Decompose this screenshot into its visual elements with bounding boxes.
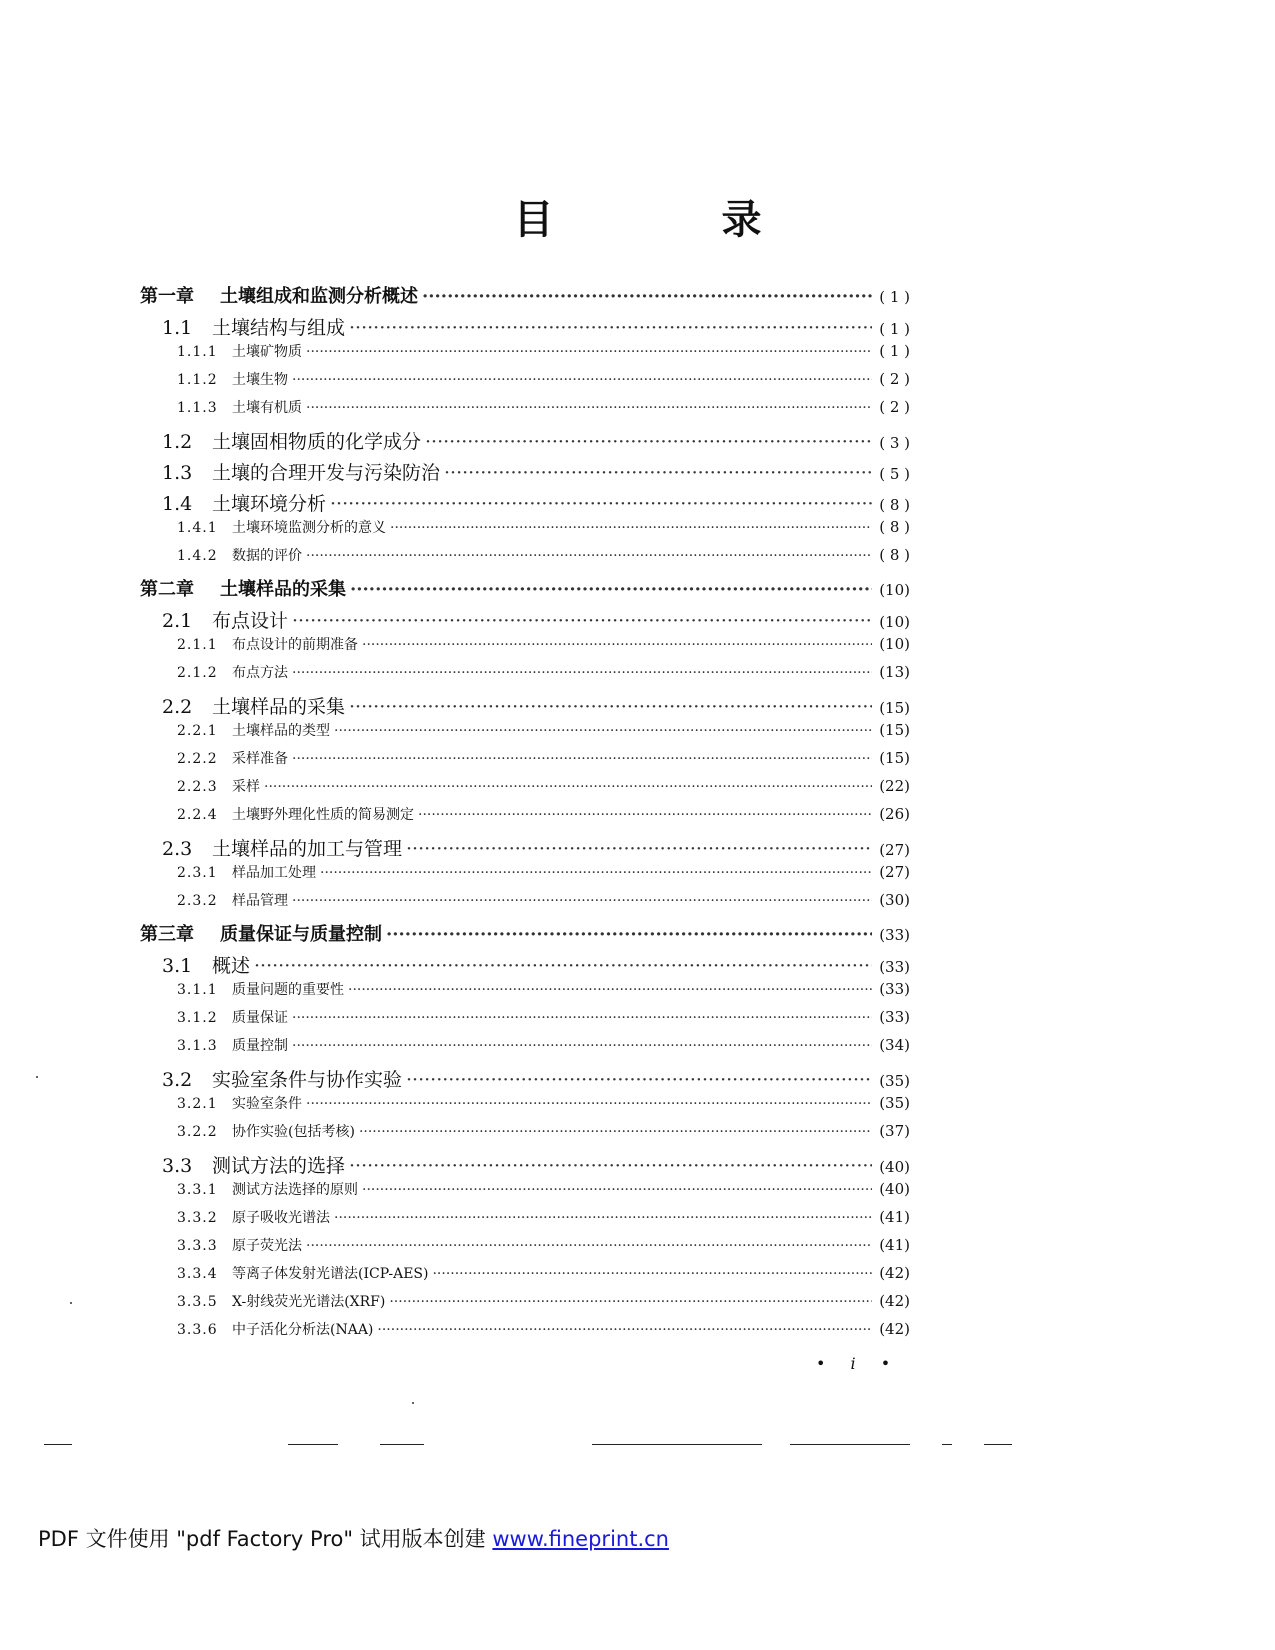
toc-leader-dots bbox=[390, 520, 872, 536]
toc-title: 目 录 bbox=[513, 196, 826, 243]
toc-entry-page: (35) bbox=[879, 1072, 910, 1090]
toc-entry-title: 土壤固相物质的化学成分 bbox=[212, 431, 422, 453]
toc-entry-number: 3.1.2 bbox=[177, 1010, 218, 1026]
toc-entry-title: 土壤样品的类型 bbox=[232, 723, 330, 739]
toc-entry-sub[interactable] bbox=[177, 1207, 910, 1227]
toc-entry-title: 布点方法 bbox=[232, 665, 288, 681]
toc-entry-number: 2.3 bbox=[162, 838, 193, 860]
toc-entry-sub[interactable] bbox=[177, 1007, 910, 1027]
toc-leader-dots bbox=[292, 665, 872, 681]
toc-entry-page: (10) bbox=[879, 581, 910, 599]
toc-leader-dots bbox=[334, 1210, 872, 1226]
toc-entry-page: ( 1 ) bbox=[879, 342, 910, 360]
toc-entry-page: (42) bbox=[879, 1292, 910, 1310]
toc-entry-number: 2.2.2 bbox=[177, 751, 218, 767]
toc-entry-page: (37) bbox=[879, 1122, 910, 1140]
toc-entry-sub[interactable] bbox=[177, 862, 910, 882]
toc-entry-number: 3.2.2 bbox=[177, 1124, 218, 1140]
toc-entry-title: 质量保证 bbox=[232, 1010, 288, 1026]
toc-entry-sub[interactable] bbox=[177, 662, 910, 682]
toc-entry-page: ( 8 ) bbox=[879, 496, 910, 514]
toc-entry-sub[interactable] bbox=[177, 1291, 910, 1311]
toc-entry-number: 3.3.1 bbox=[177, 1182, 218, 1198]
toc-entry-number: 2.2.3 bbox=[177, 779, 218, 795]
toc-entry-page: (13) bbox=[879, 663, 910, 681]
toc-leader-dots bbox=[264, 779, 872, 795]
toc-entry-page: (15) bbox=[879, 749, 910, 767]
toc-entry-section[interactable] bbox=[162, 427, 910, 454]
toc-entry-page: ( 1 ) bbox=[879, 288, 910, 306]
toc-entry-section[interactable] bbox=[162, 951, 910, 978]
toc-leader-dots bbox=[377, 1322, 872, 1338]
toc-entry-sub[interactable] bbox=[177, 1319, 910, 1339]
toc-entry-title: 实验室条件与协作实验 bbox=[212, 1069, 403, 1091]
toc-leader-dots bbox=[348, 982, 872, 998]
toc-entry-number: 第二章 bbox=[140, 579, 194, 600]
toc-entry-number: 2.2.4 bbox=[177, 807, 218, 823]
toc-entry-title: 土壤样品的采集 bbox=[220, 579, 346, 600]
toc-entry-number: 2.1.1 bbox=[177, 637, 218, 653]
toc-entry-section[interactable] bbox=[162, 1151, 910, 1178]
toc-entry-number: 3.3.3 bbox=[177, 1238, 218, 1254]
toc-entry-section[interactable] bbox=[162, 834, 910, 861]
toc-entry-section[interactable] bbox=[162, 1065, 910, 1092]
toc-entry-number: 3.3.2 bbox=[177, 1210, 218, 1226]
scan-rule bbox=[288, 1444, 338, 1445]
toc-entry-sub[interactable] bbox=[177, 397, 910, 417]
footer-text: PDF 文件使用 "pdf Factory Pro" 试用版本创建 bbox=[38, 1527, 493, 1551]
toc-entry-page: (33) bbox=[879, 926, 910, 944]
toc-entry-page: (30) bbox=[879, 891, 910, 909]
toc-entry-title: 土壤结构与组成 bbox=[212, 317, 346, 339]
toc-entry-sub[interactable] bbox=[177, 517, 910, 537]
toc-entry-page: (40) bbox=[879, 1180, 910, 1198]
toc-entry-chapter[interactable] bbox=[140, 282, 910, 308]
toc-entry-title: 土壤环境监测分析的意义 bbox=[232, 520, 386, 536]
toc-entry-number: 3.1.3 bbox=[177, 1038, 218, 1054]
toc-entry-title: 土壤矿物质 bbox=[232, 344, 302, 360]
scan-speck bbox=[412, 1402, 414, 1404]
toc-entry-page: (41) bbox=[879, 1236, 910, 1254]
toc-leader-dots bbox=[349, 696, 872, 718]
toc-entry-section[interactable] bbox=[162, 692, 910, 719]
toc-leader-dots bbox=[306, 548, 872, 564]
toc-entry-section[interactable] bbox=[162, 606, 910, 633]
toc-entry-section[interactable] bbox=[162, 313, 910, 340]
scan-rule bbox=[380, 1444, 424, 1445]
toc-entry-page: ( 2 ) bbox=[879, 398, 910, 416]
toc-leader-dots bbox=[292, 1038, 872, 1054]
toc-entry-sub[interactable] bbox=[177, 979, 910, 999]
toc-entry-sub[interactable] bbox=[177, 1035, 910, 1055]
toc-leader-dots bbox=[386, 924, 872, 945]
toc-entry-title: 样品加工处理 bbox=[232, 865, 316, 881]
toc-entry-number: 1.1.1 bbox=[177, 344, 218, 360]
toc-entry-number: 第三章 bbox=[140, 924, 194, 945]
toc-entry-section[interactable] bbox=[162, 458, 910, 485]
toc-entry-title: X-射线荧光光谱法(XRF) bbox=[232, 1294, 386, 1310]
toc-entry-number: 3.3.6 bbox=[177, 1322, 218, 1338]
toc-entry-sub[interactable] bbox=[177, 1121, 910, 1141]
pdf-footer bbox=[38, 1523, 669, 1553]
toc-entry-page: (10) bbox=[879, 635, 910, 653]
page-folio: • i • bbox=[816, 1354, 901, 1373]
toc-entry-page: ( 2 ) bbox=[879, 370, 910, 388]
toc-entry-number: 3.1 bbox=[162, 955, 193, 977]
toc-entry-page: (34) bbox=[879, 1036, 910, 1054]
toc-entry-title: 土壤样品的加工与管理 bbox=[212, 838, 403, 860]
toc-entry-number: 1.1 bbox=[162, 317, 193, 339]
scan-rule bbox=[790, 1444, 910, 1445]
toc-entry-title: 概述 bbox=[212, 955, 251, 977]
toc-entry-number: 3.1.1 bbox=[177, 982, 218, 998]
toc-entry-page: (26) bbox=[879, 805, 910, 823]
toc-entry-page: (42) bbox=[879, 1264, 910, 1282]
toc-entry-number: 3.2 bbox=[162, 1069, 193, 1091]
toc-entry-page: ( 8 ) bbox=[879, 518, 910, 536]
bottom-scan-rules bbox=[0, 1444, 1275, 1448]
toc-entry-title: 质量保证与质量控制 bbox=[220, 924, 382, 945]
toc-entry-page: (33) bbox=[879, 980, 910, 998]
toc-entry-number: 3.3 bbox=[162, 1155, 193, 1177]
toc-entry-title: 土壤组成和监测分析概述 bbox=[220, 286, 418, 307]
toc-entry-sub[interactable] bbox=[177, 1093, 910, 1113]
toc-leader-dots bbox=[422, 286, 872, 307]
toc-leader-dots bbox=[292, 372, 872, 388]
footer-link[interactable]: www.fineprint.cn bbox=[492, 1527, 669, 1551]
toc-leader-dots bbox=[334, 723, 872, 739]
toc-entry-page: (15) bbox=[879, 721, 910, 739]
toc-entry-title: 实验室条件 bbox=[232, 1096, 302, 1112]
toc-entry-title: 测试方法的选择 bbox=[212, 1155, 346, 1177]
toc-leader-dots bbox=[444, 462, 872, 484]
toc-entry-title: 样品管理 bbox=[232, 893, 288, 909]
toc-entry-number: 1.3 bbox=[162, 462, 193, 484]
toc-leader-dots bbox=[292, 893, 872, 909]
toc-leader-dots bbox=[362, 1182, 872, 1198]
toc-entry-chapter[interactable] bbox=[140, 920, 910, 946]
toc-entry-page: ( 5 ) bbox=[879, 465, 910, 483]
toc-entry-number: 1.2 bbox=[162, 431, 193, 453]
toc-entry-chapter[interactable] bbox=[140, 575, 910, 601]
scan-rule bbox=[984, 1444, 1012, 1445]
toc-entry-number: 1.4.1 bbox=[177, 520, 218, 536]
toc-entry-number: 2.1.2 bbox=[177, 665, 218, 681]
toc-entry-page: ( 8 ) bbox=[879, 546, 910, 564]
toc-leader-dots bbox=[306, 1238, 872, 1254]
toc-entry-title: 采样 bbox=[232, 779, 260, 795]
toc-entry-title: 中子活化分析法(NAA) bbox=[232, 1322, 374, 1338]
toc-entry-title: 质量控制 bbox=[232, 1038, 288, 1054]
toc-entry-number: 1.1.2 bbox=[177, 372, 218, 388]
toc-entry-sub[interactable] bbox=[177, 1179, 910, 1199]
toc-entry-page: (22) bbox=[879, 777, 910, 795]
toc-entry-page: (41) bbox=[879, 1208, 910, 1226]
toc-entry-page: (27) bbox=[879, 863, 910, 881]
toc-entry-number: 3.3.5 bbox=[177, 1294, 218, 1310]
toc-leader-dots bbox=[389, 1294, 872, 1310]
toc-entry-title: 质量问题的重要性 bbox=[232, 982, 344, 998]
toc-entry-number: 3.2.1 bbox=[177, 1096, 218, 1112]
toc-leader-dots bbox=[292, 610, 872, 632]
toc-entry-title: 土壤环境分析 bbox=[212, 493, 327, 515]
toc-leader-dots bbox=[432, 1266, 872, 1282]
toc-entry-title: 数据的评价 bbox=[232, 548, 302, 564]
toc-entry-page: (10) bbox=[879, 613, 910, 631]
toc-entry-number: 2.3.1 bbox=[177, 865, 218, 881]
toc-leader-dots bbox=[292, 751, 872, 767]
toc-entry-page: (27) bbox=[879, 841, 910, 859]
toc-entry-page: (42) bbox=[879, 1320, 910, 1338]
toc-entry-sub[interactable] bbox=[177, 1235, 910, 1255]
toc-entry-page: (15) bbox=[879, 699, 910, 717]
toc-leader-dots bbox=[418, 807, 872, 823]
toc-leader-dots bbox=[406, 1069, 872, 1091]
toc-leader-dots bbox=[406, 838, 872, 860]
scan-speck bbox=[70, 1302, 72, 1304]
toc-entry-title: 协作实验(包括考核) bbox=[232, 1124, 355, 1140]
toc-leader-dots bbox=[425, 431, 872, 453]
scan-speck bbox=[36, 1076, 38, 1078]
toc-leader-dots bbox=[320, 865, 872, 881]
toc-entry-page: (33) bbox=[879, 1008, 910, 1026]
scan-rule bbox=[942, 1444, 952, 1445]
toc-leader-dots bbox=[306, 344, 872, 360]
toc-leader-dots bbox=[359, 1124, 872, 1140]
toc-leader-dots bbox=[349, 1155, 872, 1177]
toc-entry-section[interactable] bbox=[162, 489, 910, 516]
toc-entry-number: 3.3.4 bbox=[177, 1266, 218, 1282]
toc-entry-page: (40) bbox=[879, 1158, 910, 1176]
toc-entry-title: 原子吸收光谱法 bbox=[232, 1210, 330, 1226]
toc-entry-sub[interactable] bbox=[177, 720, 910, 740]
toc-leader-dots bbox=[292, 1010, 872, 1026]
toc-entry-title: 测试方法选择的原则 bbox=[232, 1182, 358, 1198]
toc-entry-title: 采样准备 bbox=[232, 751, 288, 767]
toc-leader-dots bbox=[350, 579, 872, 600]
toc-entry-title: 土壤有机质 bbox=[232, 400, 302, 416]
toc-leader-dots bbox=[349, 317, 872, 339]
toc-leader-dots bbox=[330, 493, 872, 515]
toc-entry-page: ( 1 ) bbox=[879, 320, 910, 338]
toc-entry-title: 土壤的合理开发与污染防治 bbox=[212, 462, 441, 484]
toc-entry-number: 1.1.3 bbox=[177, 400, 218, 416]
toc-entry-number: 2.1 bbox=[162, 610, 193, 632]
toc-entry-sub[interactable] bbox=[177, 545, 910, 565]
toc-entry-page: ( 3 ) bbox=[879, 434, 910, 452]
toc-leader-dots bbox=[254, 955, 872, 977]
toc-entry-sub[interactable] bbox=[177, 804, 910, 824]
toc-entry-sub[interactable] bbox=[177, 1263, 910, 1283]
scan-rule bbox=[592, 1444, 762, 1445]
scan-rule bbox=[44, 1444, 72, 1445]
toc-entry-number: 1.4 bbox=[162, 493, 193, 515]
toc-entry-sub[interactable] bbox=[177, 776, 910, 796]
toc-entry-page: (33) bbox=[879, 958, 910, 976]
toc-entry-number: 2.2 bbox=[162, 696, 193, 718]
toc-entry-number: 1.4.2 bbox=[177, 548, 218, 564]
toc-entry-title: 土壤样品的采集 bbox=[212, 696, 346, 718]
toc-entry-title: 土壤野外理化性质的简易测定 bbox=[232, 807, 414, 823]
toc-leader-dots bbox=[306, 1096, 872, 1112]
toc-entry-sub[interactable] bbox=[177, 748, 910, 768]
toc-entry-number: 第一章 bbox=[140, 286, 194, 307]
toc-leader-dots bbox=[306, 400, 872, 416]
toc-entry-sub[interactable] bbox=[177, 634, 910, 654]
toc-entry-page: (35) bbox=[879, 1094, 910, 1112]
toc-entry-title: 原子荧光法 bbox=[232, 1238, 302, 1254]
toc-entry-number: 2.3.2 bbox=[177, 893, 218, 909]
toc-entry-number: 2.2.1 bbox=[177, 723, 218, 739]
toc-leader-dots bbox=[362, 637, 872, 653]
toc-entry-sub[interactable] bbox=[177, 369, 910, 389]
toc-entry-title: 等离子体发射光谱法(ICP-AES) bbox=[232, 1266, 429, 1282]
toc-entry-title: 土壤生物 bbox=[232, 372, 288, 388]
toc-entry-title: 布点设计的前期准备 bbox=[232, 637, 358, 653]
toc-entry-sub[interactable] bbox=[177, 341, 910, 361]
toc-entry-title: 布点设计 bbox=[212, 610, 289, 632]
toc-entry-sub[interactable] bbox=[177, 890, 910, 910]
